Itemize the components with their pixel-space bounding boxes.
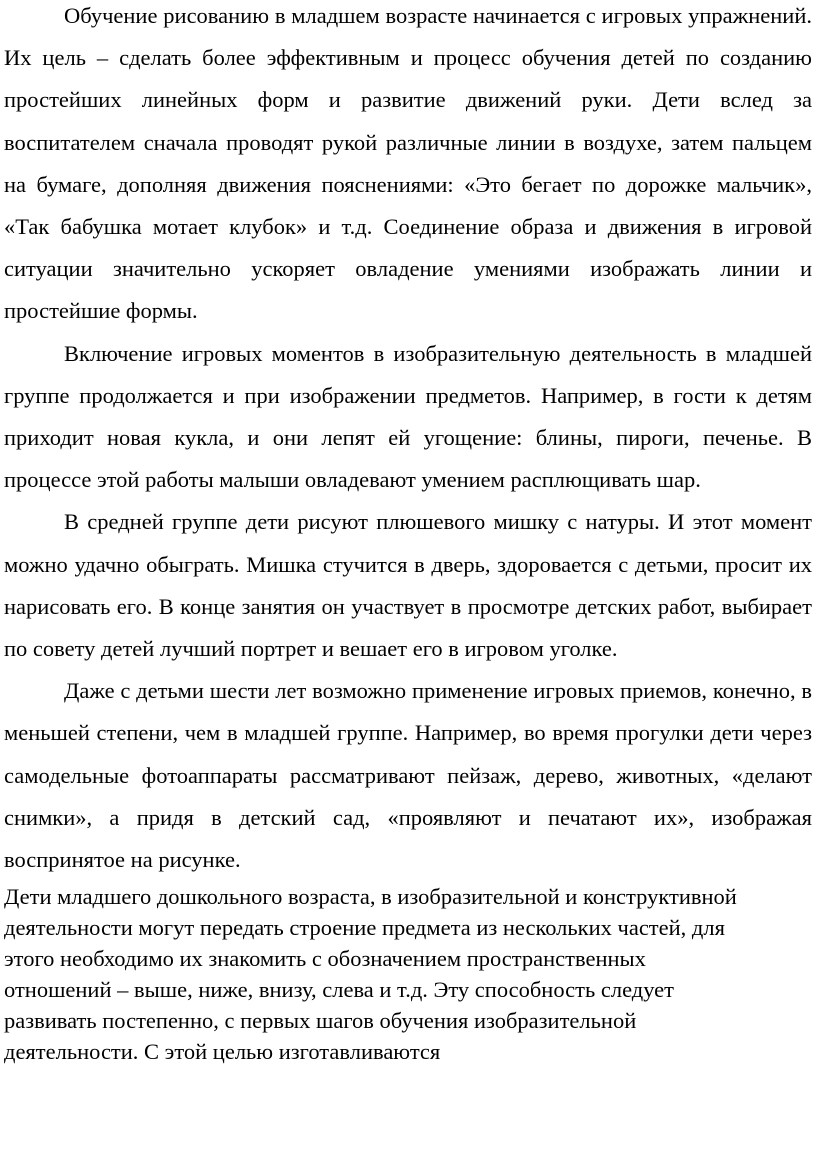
- plain-line-5: развивать постепенно, с первых шагов обучения изобразительной: [4, 1008, 637, 1034]
- plain-paragraph: [0, 881, 816, 1067]
- plain-line-6: деятельности. С этой целью изготавливаются: [4, 1039, 441, 1065]
- paragraph-2: Включение игровых моментов в изобразительную деятельность в младшей группе продолжается и при изображении предметов. Например, в гости к детям приходит новая кукла, и они лепят ей угощение: блины, пироги, печенье. В процессе этой работы малыши овладевают умением расплющивать шар.: [4, 340, 812, 493]
- paragraph-1: Обучение рисованию в младшем возрасте начинается с игровых упражнений. Их цель – сделать более эффективным и процесс обучения детей по созданию простейших линейных форм и развитие движений руки. Дети вслед за воспитателем сначала проводят рукой различные линии в воздухе, затем пальцем на бумаге, дополняя движения пояснениями: «Это бегает по дорожке мальчик», «Так бабушка мотает клубок» и т.д. Соединение образа и движения в игровой ситуации значительно ускоряет овладение умениями изображать линии и простейшие формы.: [4, 3, 812, 324]
- plain-line-1: Дети младшего дошкольного возраста, в изобразительной и конструктивной: [4, 884, 737, 910]
- paragraph-4: Даже с детьми шести лет возможно применение игровых приемов, конечно, в меньшей степени, чем в младшей группе. Например, во время прогулки дети через самодельные фотоаппараты рассматривают пейзаж, дерево, животных, «делают снимки», а придя в детский сад, «проявляют и печатают их», изображая воспринятое на рисунке.: [4, 678, 812, 873]
- plain-line-3: этого необходимо их знакомить с обозначением пространственных: [4, 946, 646, 972]
- plain-line-4: отношений – выше, ниже, внизу, слева и т.д. Эту способность следует: [4, 977, 674, 1003]
- paragraph-3: В средней группе дети рисуют плюшевого мишку с натуры. И этот момент можно удачно обыграть. Мишка стучится в дверь, здоровается с детьми, просит их нарисовать его. В конце занятия он участвует в просмотре детских работ, выбирает по совету детей лучший портрет и вешает его в игровом уголке.: [4, 509, 812, 662]
- plain-line-2: деятельности могут передать строение предмета из нескольких частей, для: [4, 915, 725, 941]
